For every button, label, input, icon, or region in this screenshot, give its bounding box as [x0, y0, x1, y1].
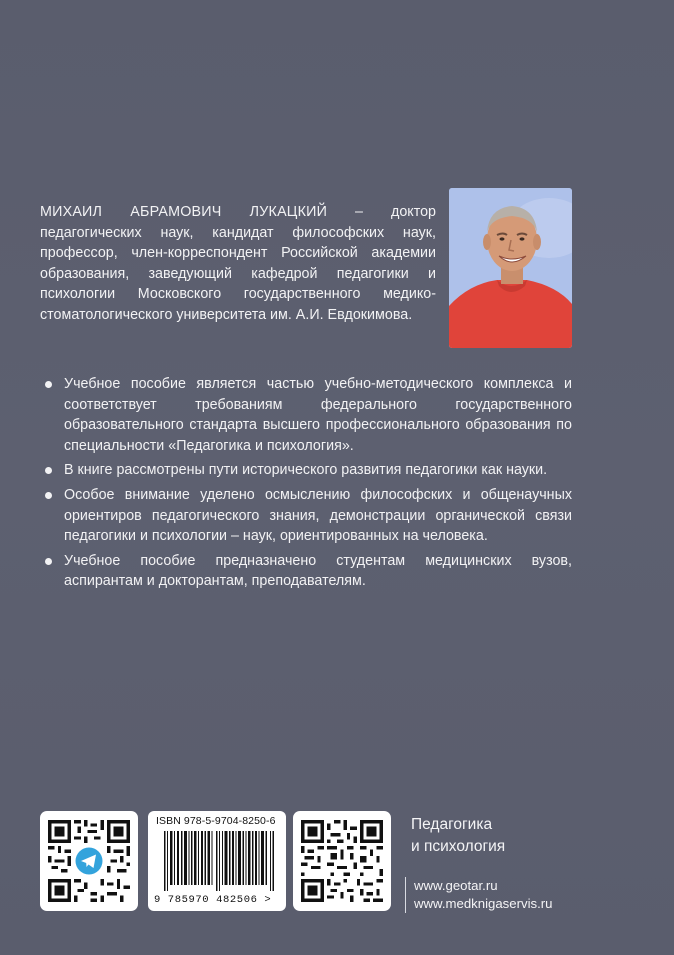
publisher-websites: [405, 877, 553, 913]
telegram-icon: [48, 819, 130, 903]
series-title-line1: Педагогика: [411, 816, 493, 833]
website-link-medknigaservis[interactable]: www.medknigaservis.ru: [414, 896, 553, 911]
author-photo: [449, 188, 572, 348]
author-bio: [40, 202, 436, 326]
qr-code-icon: [301, 819, 383, 903]
list-item: В книге рассмотрены пути исторического развития педагогики как науки.: [42, 460, 572, 481]
list-item: Учебное пособие является частью учебно-методического комплекса и соответствует требованиям федерального государственного образовательного стандарта высшего профессионального образования по специальности «Педагогика и психология».: [42, 374, 572, 456]
series-title-line2: и психология: [411, 838, 506, 855]
barcode-digits: 9 785970 482506 >: [154, 894, 272, 906]
features-list: [42, 374, 572, 596]
author-portrait-image: [449, 188, 572, 348]
barcode-icon: [164, 831, 274, 891]
website-qr-code[interactable]: [293, 811, 391, 911]
list-item: Учебное пособие предназначено студентам медицинских вузов, аспирантам и докторантам, преподавателям.: [42, 551, 572, 592]
list-item: Особое внимание уделено осмыслению философских и общенаучных ориентиров педагогического знания, демонстрации органической связи педагогики и психологии – наук, ориентированных на человека.: [42, 485, 572, 547]
website-link-geotar[interactable]: www.geotar.ru: [414, 878, 498, 893]
author-description: – доктор педагогических наук, кандидат философских наук, профессор, член-корреспондент Российской академии образования, заведующий кафедрой педагогики и психологии Московского государственного медико-стоматологического университета им. А.И. Евдокимова.: [40, 204, 436, 323]
author-name: МИХАИЛ АБРАМОВИЧ ЛУКАЦКИЙ: [40, 204, 328, 220]
isbn-barcode: [148, 811, 286, 911]
series-title: [411, 814, 571, 858]
telegram-qr-code[interactable]: [40, 811, 138, 911]
isbn-label: ISBN 978-5-9704-8250-6: [156, 815, 276, 827]
